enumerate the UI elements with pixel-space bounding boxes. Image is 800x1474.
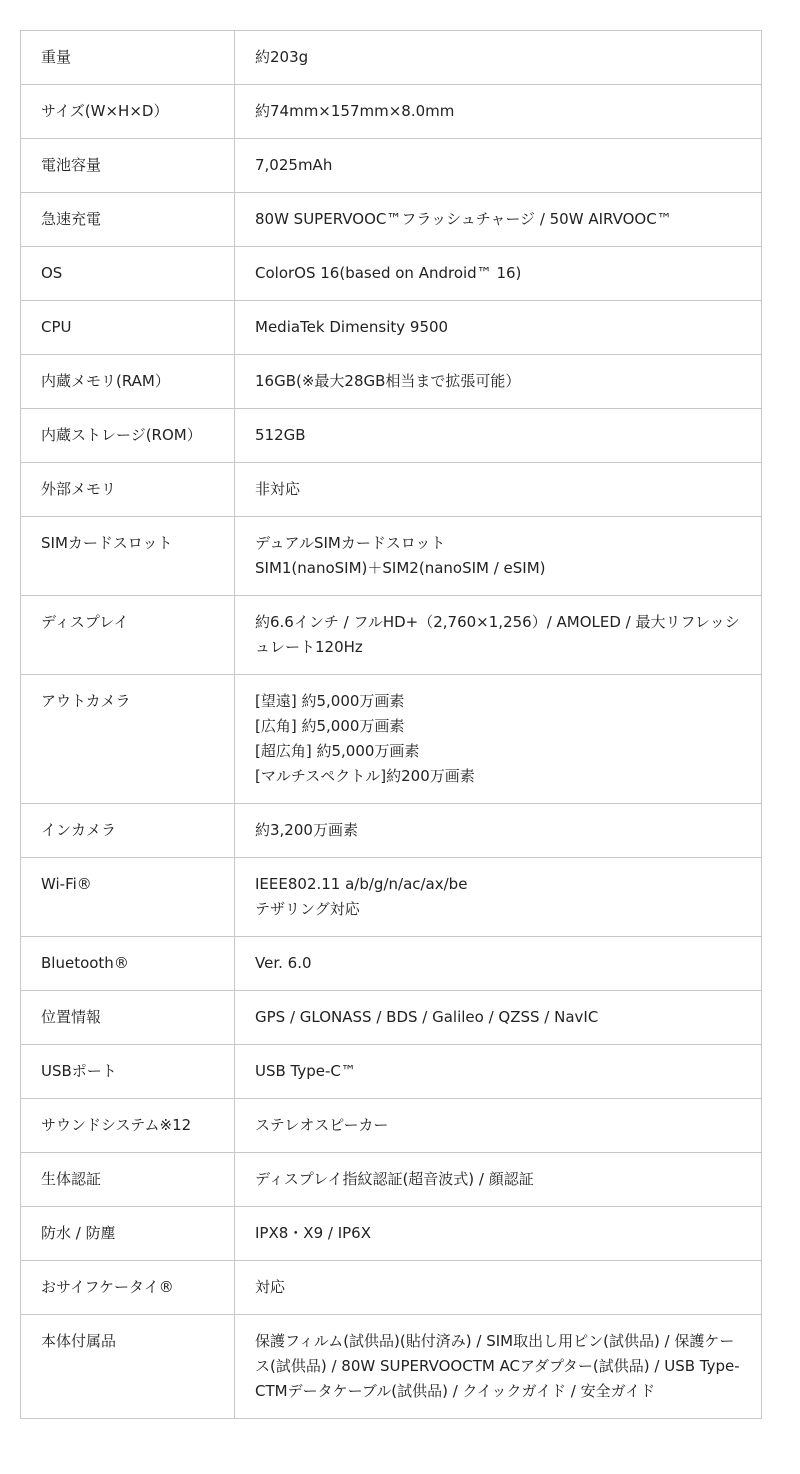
spec-row xyxy=(21,675,762,804)
spec-label: OS xyxy=(21,247,235,301)
spec-label: 防水 / 防塵 xyxy=(21,1207,235,1261)
spec-row xyxy=(21,1153,762,1207)
spec-value-line: 7,025mAh xyxy=(255,156,333,174)
spec-value xyxy=(235,1045,762,1099)
spec-value xyxy=(235,1261,762,1315)
spec-value-line: IEEE802.11 a/b/g/n/ac/ax/be xyxy=(255,875,468,893)
spec-value xyxy=(235,409,762,463)
spec-row xyxy=(21,1315,762,1419)
spec-value xyxy=(235,193,762,247)
spec-label: SIMカードスロット xyxy=(21,517,235,596)
spec-label: おサイフケータイ® xyxy=(21,1261,235,1315)
spec-value-line: 約74mm×157mm×8.0mm xyxy=(255,102,455,120)
spec-value xyxy=(235,139,762,193)
spec-value-line: 80W SUPERVOOC™フラッシュチャージ / 50W AIRVOOC™ xyxy=(255,210,672,228)
spec-row xyxy=(21,1099,762,1153)
spec-row xyxy=(21,193,762,247)
spec-value-line: [望遠] 約5,000万画素 xyxy=(255,692,405,710)
spec-row xyxy=(21,937,762,991)
spec-value xyxy=(235,31,762,85)
spec-value xyxy=(235,301,762,355)
spec-label: 内蔵メモリ(RAM） xyxy=(21,355,235,409)
spec-value-line: ステレオスピーカー xyxy=(255,1116,389,1134)
spec-value xyxy=(235,1153,762,1207)
spec-row xyxy=(21,85,762,139)
spec-value-line: IPX8・X9 / IP6X xyxy=(255,1224,371,1242)
spec-value-line: 512GB xyxy=(255,426,306,444)
spec-row xyxy=(21,409,762,463)
spec-value-line: MediaTek Dimensity 9500 xyxy=(255,318,449,336)
spec-value-line: GPS / GLONASS / BDS / Galileo / QZSS / NavIC xyxy=(255,1008,599,1026)
spec-label: サイズ(W×H×D） xyxy=(21,85,235,139)
spec-value-line: 非対応 xyxy=(255,480,301,498)
spec-value-line: ディスプレイ指紋認証(超音波式) / 顔認証 xyxy=(255,1170,534,1188)
spec-row xyxy=(21,463,762,517)
spec-label: Bluetooth® xyxy=(21,937,235,991)
spec-row xyxy=(21,1045,762,1099)
spec-label: 内蔵ストレージ(ROM） xyxy=(21,409,235,463)
spec-value-line: ColorOS 16(based on Android™ 16) xyxy=(255,264,522,282)
spec-value xyxy=(235,355,762,409)
spec-label: 外部メモリ xyxy=(21,463,235,517)
spec-label: 生体認証 xyxy=(21,1153,235,1207)
spec-row xyxy=(21,858,762,937)
spec-value xyxy=(235,858,762,937)
spec-value-line: 保護フィルム(試供品)(貼付済み) / SIM取出し用ピン(試供品) / 保護ケース(試供品) / 80W SUPERVOOCTM ACアダプター(試供品) / USB Type-CTMデータケーブル(試供品) / クイックガイド / 安全ガイド xyxy=(255,1332,740,1400)
spec-row xyxy=(21,991,762,1045)
spec-label: アウトカメラ xyxy=(21,675,235,804)
spec-value-line: [広角] 約5,000万画素 xyxy=(255,717,405,735)
spec-label: USBポート xyxy=(21,1045,235,1099)
spec-value xyxy=(235,1099,762,1153)
spec-label: 電池容量 xyxy=(21,139,235,193)
spec-value xyxy=(235,804,762,858)
spec-value-line: テザリング対応 xyxy=(255,900,360,918)
spec-value xyxy=(235,596,762,675)
spec-label: Wi-Fi® xyxy=(21,858,235,937)
spec-row xyxy=(21,139,762,193)
spec-value xyxy=(235,517,762,596)
spec-value-line: 16GB(※最大28GB相当まで拡張可能） xyxy=(255,372,521,390)
spec-table xyxy=(20,30,762,1419)
spec-row xyxy=(21,1261,762,1315)
spec-value xyxy=(235,1207,762,1261)
spec-value xyxy=(235,463,762,517)
spec-value-line: [マルチスペクトル]約200万画素 xyxy=(255,767,475,785)
spec-row xyxy=(21,247,762,301)
spec-row xyxy=(21,31,762,85)
spec-value xyxy=(235,937,762,991)
spec-row xyxy=(21,596,762,675)
spec-row xyxy=(21,517,762,596)
spec-row xyxy=(21,804,762,858)
spec-label: ディスプレイ xyxy=(21,596,235,675)
spec-value-line: 約6.6インチ / フルHD+（2,760×1,256）/ AMOLED / 最大リフレッシュレート120Hz xyxy=(255,613,740,656)
spec-value xyxy=(235,85,762,139)
spec-value-line: [超広角] 約5,000万画素 xyxy=(255,742,420,760)
spec-label: CPU xyxy=(21,301,235,355)
spec-row xyxy=(21,301,762,355)
spec-label: 位置情報 xyxy=(21,991,235,1045)
spec-value xyxy=(235,675,762,804)
spec-value-line: 約203g xyxy=(255,48,309,66)
spec-label: サウンドシステム※12 xyxy=(21,1099,235,1153)
spec-value-line: Ver. 6.0 xyxy=(255,954,312,972)
spec-table-body xyxy=(21,31,762,1419)
spec-value xyxy=(235,991,762,1045)
spec-row xyxy=(21,355,762,409)
spec-value-line: デュアルSIMカードスロット xyxy=(255,534,446,552)
spec-value xyxy=(235,247,762,301)
spec-label: インカメラ xyxy=(21,804,235,858)
spec-value-line: 約3,200万画素 xyxy=(255,821,358,839)
spec-label: 重量 xyxy=(21,31,235,85)
spec-label: 本体付属品 xyxy=(21,1315,235,1419)
spec-label: 急速充電 xyxy=(21,193,235,247)
spec-row xyxy=(21,1207,762,1261)
spec-value-line: 対応 xyxy=(255,1278,286,1296)
spec-value-line: SIM1(nanoSIM)＋SIM2(nanoSIM / eSIM) xyxy=(255,559,546,577)
spec-value-line: USB Type-C™ xyxy=(255,1062,356,1080)
spec-value xyxy=(235,1315,762,1419)
